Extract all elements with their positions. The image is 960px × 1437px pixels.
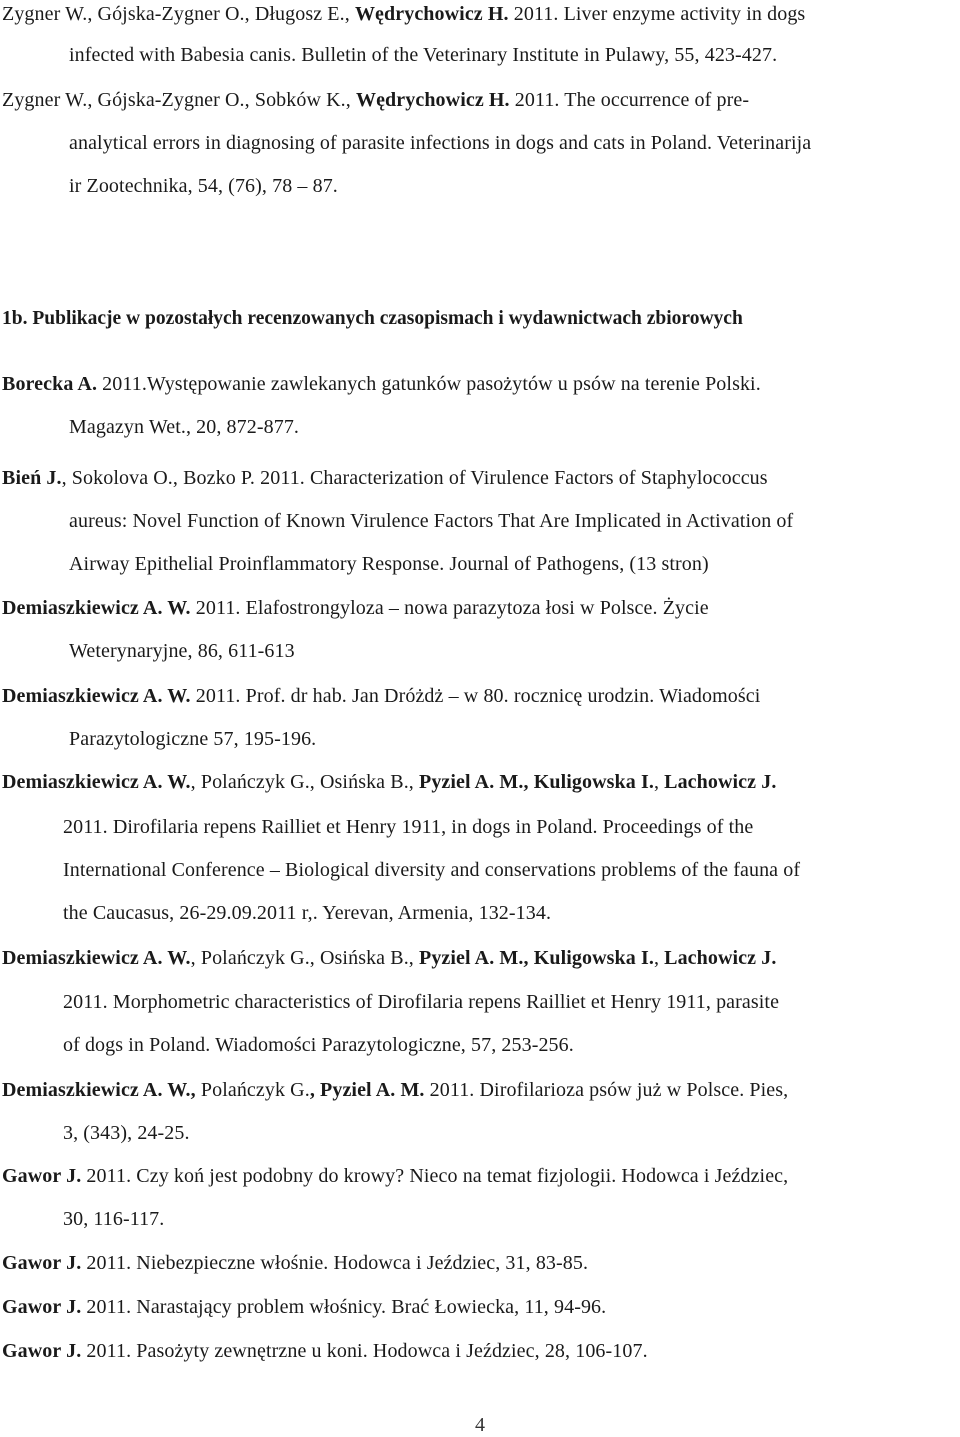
reference-line: [2, 770, 776, 794]
reference-author-bold: Gawor J.: [2, 1165, 82, 1187]
reference-text: the Caucasus, 26-29.09.2011 r,. Yerevan, Armenia, 132-134.: [63, 902, 552, 924]
reference-line: [63, 901, 551, 925]
reference-line: [63, 815, 753, 839]
reference-author-bold: Lachowicz J.: [664, 771, 777, 793]
reference-author-bold: Pyziel A. M., Kuligowska I.: [419, 771, 654, 793]
reference-author-bold: Gawor J.: [2, 1340, 82, 1362]
reference-line: [69, 639, 295, 663]
reference-authors: Zygner W., Gójska-Zygner O., Sobków K.,: [2, 89, 356, 111]
reference-author-bold: Borecka A.: [2, 373, 98, 395]
reference-text: Airway Epithelial Proinflammatory Response. Journal of Pathogens, (13 stron): [69, 553, 709, 575]
reference-line: [69, 131, 811, 155]
reference-author-bold: Wędrychowicz H.: [354, 3, 509, 25]
reference-line: [2, 88, 749, 112]
reference-line: [69, 174, 338, 198]
reference-text: 2011. Narastający problem włośnicy. Brać Łowiecka, 11, 94-96.: [81, 1296, 607, 1318]
reference-line: [63, 1121, 190, 1145]
reference-text: 30, 116-117.: [63, 1208, 165, 1230]
reference-line: [2, 1251, 588, 1275]
reference-line: [2, 1164, 788, 1188]
reference-text: 2011. Liver enzyme activity in dogs: [508, 3, 806, 25]
reference-text: 2011. Pasożyty zewnętrzne u koni. Hodowca i Jeździec, 28, 106-107.: [81, 1340, 648, 1362]
reference-authors: , Polańczyk G., Osińska B.,: [190, 771, 419, 793]
reference-author-bold: Lachowicz J.: [664, 947, 777, 969]
reference-author-bold: Pyziel A. M., Kuligowska I.: [419, 947, 654, 969]
page-number: 4: [475, 1414, 485, 1436]
reference-text: 2011. Morphometric characteristics of Dirofilaria repens Railliet et Henry 1911, parasite: [63, 991, 780, 1013]
reference-text: Parazytologiczne 57, 195-196.: [69, 728, 317, 750]
section-heading: 1b. Publikacje w pozostałych recenzowanych czasopismach i wydawnictwach zbiorowych: [2, 308, 743, 329]
reference-line: [69, 727, 316, 751]
reference-text: 2011. The occurrence of pre-: [509, 89, 750, 111]
reference-line: [69, 509, 793, 533]
reference-text: 2011. Prof. dr hab. Jan Dróżdż – w 80. rocznicę urodzin. Wiadomości: [190, 685, 761, 707]
reference-line: [63, 1033, 574, 1057]
reference-text: Weterynaryjne, 86, 611-613: [69, 640, 295, 662]
reference-text: ir Zootechnika, 54, (76), 78 – 87.: [69, 175, 338, 197]
reference-author-bold: Wędrychowicz H.: [355, 89, 510, 111]
reference-text: 3, (343), 24-25.: [63, 1122, 190, 1144]
reference-line: [63, 990, 779, 1014]
reference-author-bold: Gawor J.: [2, 1252, 82, 1274]
reference-text: Magazyn Wet., 20, 872-877.: [69, 416, 300, 438]
reference-text: analytical errors in diagnosing of parasite infections in dogs and cats in Poland. Veterinarija: [69, 132, 812, 154]
reference-text: 2011. Dirofilarioza psów już w Polsce. Pies,: [424, 1079, 789, 1101]
reference-text: 2011. Niebezpieczne włośnie. Hodowca i Jeździec, 31, 83-85.: [81, 1252, 589, 1274]
reference-line: [2, 466, 768, 490]
reference-line: [2, 684, 760, 708]
reference-text: International Conference – Biological diversity and conservations problems of the fauna of: [63, 859, 801, 881]
reference-text: , Sokolova O., Bozko P. 2011. Characterization of Virulence Factors of Staphylococcus: [61, 467, 768, 489]
reference-line: [2, 596, 709, 620]
reference-author-bold: Bień J.: [2, 467, 62, 489]
reference-authors: Polańczyk G.: [195, 1079, 310, 1101]
reference-authors: Zygner W., Gójska-Zygner O., Długosz E.,: [2, 3, 355, 25]
reference-line: [63, 858, 800, 882]
reference-author-bold: Demiaszkiewicz A. W.: [2, 771, 191, 793]
reference-author-bold: Demiaszkiewicz A. W.: [2, 685, 191, 707]
reference-line: [2, 1078, 788, 1102]
reference-line: [2, 1295, 606, 1319]
reference-author-bold: Demiaszkiewicz A. W.: [2, 947, 191, 969]
reference-text: infected with Babesia canis. Bulletin of the Veterinary Institute in Pulawy, 55, 423-427.: [69, 44, 778, 66]
reference-line: [63, 1207, 164, 1231]
reference-text: 2011.Występowanie zawlekanych gatunków pasożytów u psów na terenie Polski.: [97, 373, 761, 395]
reference-authors: , Polańczyk G., Osińska B.,: [190, 947, 419, 969]
reference-author-bold: Demiaszkiewicz A. W.: [2, 597, 191, 619]
reference-text: 2011. Czy koń jest podobny do krowy? Nieco na temat fizjologii. Hodowca i Jeździec,: [81, 1165, 789, 1187]
reference-text: 2011. Elafostrongyloza – nowa parazytoza łosi w Polsce. Życie: [190, 597, 709, 619]
reference-text: of dogs in Poland. Wiadomości Parazytologiczne, 57, 253-256.: [63, 1034, 574, 1056]
reference-text: ,: [653, 771, 665, 793]
reference-text: aureus: Novel Function of Known Virulence Factors That Are Implicated in Activation of: [69, 510, 794, 532]
reference-line: [2, 2, 805, 26]
reference-author-bold: Demiaszkiewicz A. W.,: [2, 1079, 196, 1101]
reference-line: [2, 1339, 648, 1363]
reference-line: [2, 372, 761, 396]
reference-line: [2, 946, 776, 970]
reference-author-bold: , Pyziel A. M.: [309, 1079, 425, 1101]
reference-text: ,: [653, 947, 665, 969]
reference-text: 2011. Dirofilaria repens Railliet et Henry 1911, in dogs in Poland. Proceedings of the: [63, 816, 754, 838]
reference-line: [69, 43, 777, 67]
reference-line: [69, 552, 709, 576]
reference-author-bold: Gawor J.: [2, 1296, 82, 1318]
reference-line: [69, 415, 299, 439]
